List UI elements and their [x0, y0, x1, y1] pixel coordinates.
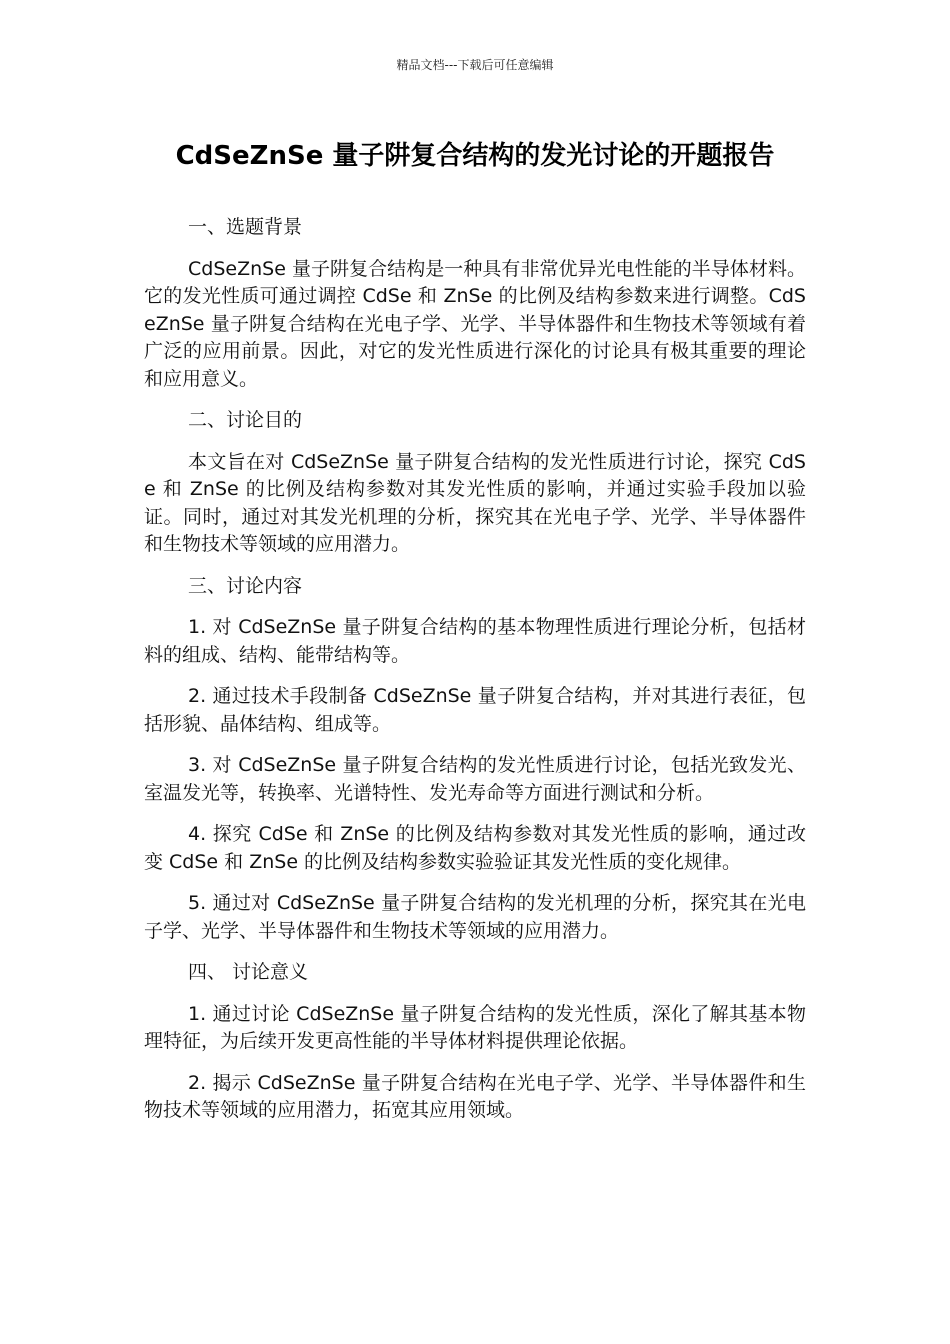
- significance-item-2: 2. 揭示 CdSeZnSe 量子阱复合结构在光电子学、光学、半导体器件和生物技术等领域的应用潜力，拓宽其应用领域。: [144, 1071, 806, 1121]
- section-heading-significance: 四、 讨论意义: [188, 961, 309, 983]
- header-note: 精品文档---下载后可任意编辑: [396, 58, 554, 72]
- section-heading-content: 三、讨论内容: [188, 574, 303, 597]
- content-item-4: 4. 探究 CdSe 和 ZnSe 的比例及结构参数对其发光性质的影响，通过改变 CdSe 和 ZnSe 的比例及结构参数实验验证其发光性质的变化规律。: [144, 823, 806, 873]
- content-item-5: 5. 通过对 CdSeZnSe 量子阱复合结构的发光机理的分析，探究其在光电子学、光学、半导体器件和生物技术等领域的应用潜力。: [144, 892, 806, 942]
- content-item-3: 3. 对 CdSeZnSe 量子阱复合结构的发光性质进行讨论，包括光致发光、室温发光等，转换率、光谱特性、发光寿命等方面进行测试和分析。: [144, 754, 806, 804]
- document-title: CdSeZnSe 量子阱复合结构的发光讨论的开题报告: [175, 141, 775, 171]
- content-item-1: 1. 对 CdSeZnSe 量子阱复合结构的基本物理性质进行理论分析，包括材料的组成、结构、能带结构等。: [144, 616, 806, 666]
- document-body: [144, 214, 806, 1139]
- section-heading-purpose: 二、讨论目的: [188, 409, 303, 431]
- content-item-2: 2. 通过技术手段制备 CdSeZnSe 量子阱复合结构，并对其进行表征，包括形貌、晶体结构、组成等。: [144, 685, 806, 735]
- section-heading-background: 一、选题背景: [188, 216, 303, 238]
- background-paragraph: CdSeZnSe 量子阱复合结构是一种具有非常优异光电性能的半导体材料。它的发光性质可通过调控 CdSe 和 ZnSe 的比例及结构参数来进行调整。CdSeZnSe 量子阱复合结构在光电子学、光学、半导体器件和生物技术等领域有着广泛的应用前景。因此，对它的发光性质进行深化的讨论具有极其重要的理论和应用意义。: [144, 257, 806, 390]
- significance-item-1: 1. 通过讨论 CdSeZnSe 量子阱复合结构的发光性质，深化了解其基本物理特征，为后续开发更高性能的半导体材料提供理论依据。: [144, 1002, 806, 1052]
- purpose-paragraph: 本文旨在对 CdSeZnSe 量子阱复合结构的发光性质进行讨论，探究 CdSe 和 ZnSe 的比例及结构参数对其发光性质的影响，并通过实验手段加以验证。同时，通过对其发光机理的分析，探究其在光电子学、光学、半导体器件和生物技术等领域的应用潜力。: [144, 450, 806, 555]
